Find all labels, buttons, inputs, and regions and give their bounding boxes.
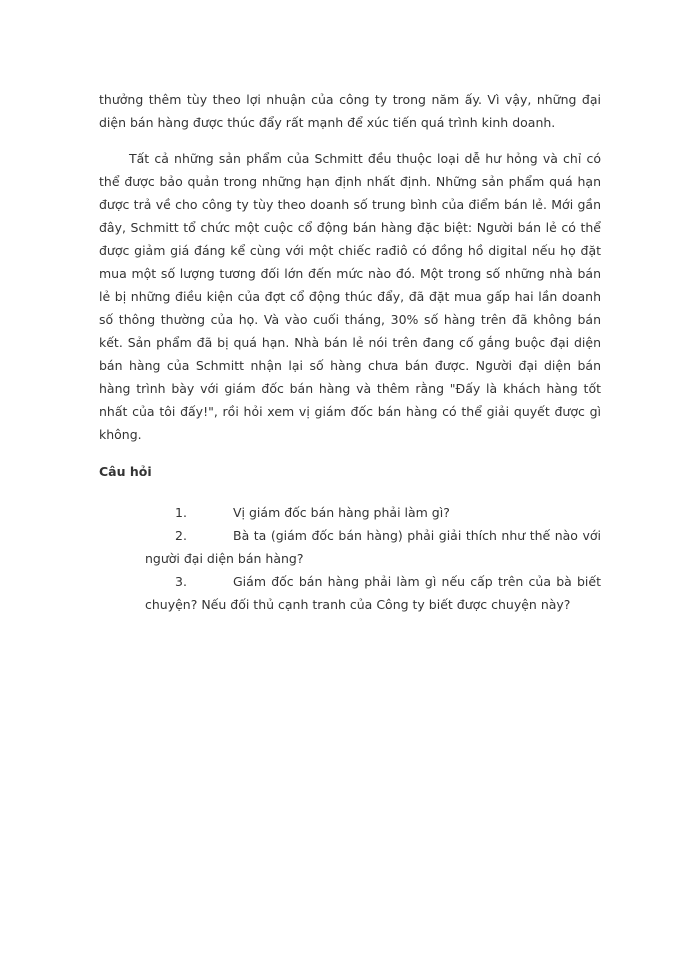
question-text-1: Vị giám đốc bán hàng phải làm gì?	[233, 505, 450, 520]
question-item-3	[145, 570, 601, 616]
question-number-1: 1.	[175, 505, 187, 520]
question-number-3: 3.	[175, 574, 187, 589]
body-paragraph-2: Tất cả những sản phẩm của Schmitt đều thuộc loại dễ hư hỏng và chỉ có thể được bảo quản trong những hạn định nhất định. Những sản phẩm quá hạn được trả về cho công ty tùy theo doanh số trung bình của điểm bán lẻ. Mới gần đây, Schmitt tổ chức một cuộc cổ động bán hàng đặc biệt: Người bán lẻ có thể được giảm giá đáng kể cùng với một chiếc rađiô có đồng hồ digital nếu họ đặt mua một số lượng tương đối lớn đến mức nào đó. Một trong số những nhà bán lẻ bị những điều kiện của đợt cổ động thúc đẩy, đã đặt mua gấp hai lần doanh số thông thường của họ. Và vào cuối tháng, 30% số hàng trên đã không bán kết. Sản phẩm đã bị quá hạn. Nhà bán lẻ nói trên đang cố gắng buộc đại diện bán hàng của Schmitt nhận lại số hàng chưa bán được. Người đại diện bán hàng trình bày với giám đốc bán hàng và thêm rằng "Đấy là khách hàng tốt nhất của tôi đấy!", rồi hỏi xem vị giám đốc bán hàng có thể giải quyết được gì không.	[99, 151, 601, 442]
questions-heading: Câu hỏi	[99, 464, 152, 479]
question-item-2	[145, 524, 601, 570]
body-paragraph-1: thưởng thêm tùy theo lợi nhuận của công ty trong năm ấy. Vì vậy, những đại diện bán hàng được thúc đẩy rất mạnh để xúc tiến quá trình kinh doanh.	[99, 92, 601, 130]
question-text-2: Bà ta (giám đốc bán hàng) phải giải thích như thế nào với người đại diện bán hàng?	[145, 528, 601, 566]
question-item-1	[145, 501, 601, 524]
question-text-3: Giám đốc bán hàng phải làm gì nếu cấp trên của bà biết chuyện? Nếu đối thủ cạnh tranh của Công ty biết được chuyện này?	[145, 574, 601, 612]
questions-list	[145, 501, 601, 616]
question-number-2: 2.	[175, 528, 187, 543]
